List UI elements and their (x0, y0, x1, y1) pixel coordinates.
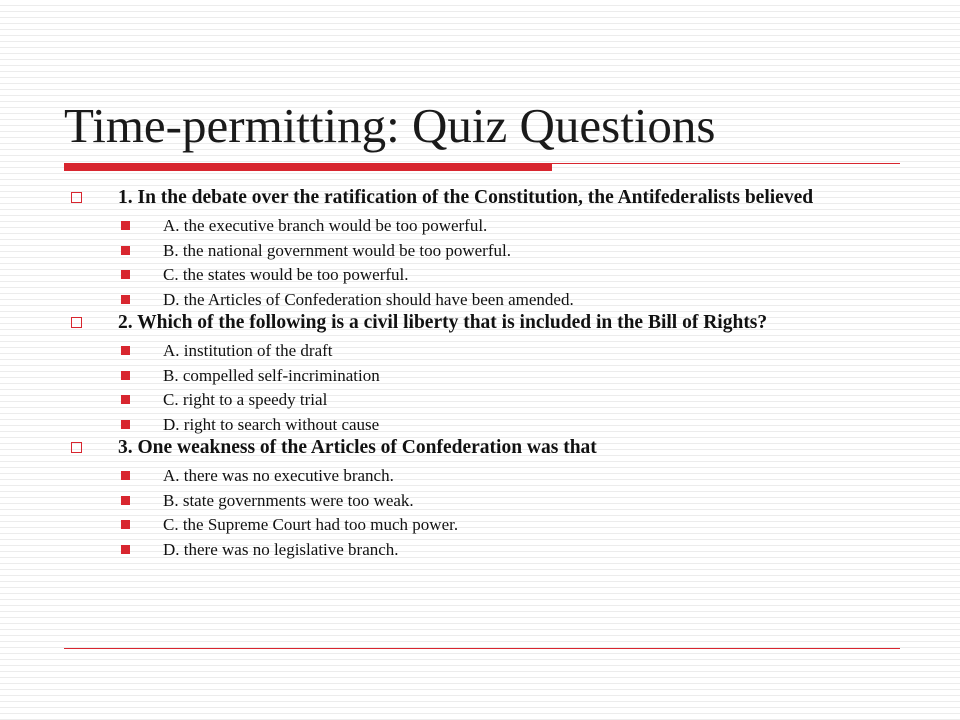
answer-option (70, 464, 890, 489)
question-2-answers (70, 339, 890, 437)
answer-option (70, 263, 890, 288)
filled-square-bullet-icon (121, 520, 130, 529)
filled-square-bullet-icon (121, 496, 130, 505)
filled-square-bullet-icon (121, 221, 130, 230)
title-underline-bar (64, 163, 552, 171)
hollow-square-bullet-icon (71, 317, 82, 328)
answer-option (70, 339, 890, 364)
footer-rule (64, 648, 900, 649)
answer-text: A. institution of the draft (163, 341, 333, 360)
filled-square-bullet-icon (121, 471, 130, 480)
question-3-answers (70, 464, 890, 562)
answer-text: A. the executive branch would be too powerful. (163, 216, 488, 235)
answer-text: D. right to search without cause (163, 414, 380, 434)
answer-text: C. the Supreme Court had too much power. (163, 515, 459, 534)
answer-option (70, 489, 890, 514)
answer-text: C. the states would be too powerful. (163, 265, 409, 284)
answer-text: A. there was no executive branch. (163, 466, 394, 485)
answer-option (70, 538, 890, 563)
answer-text: D. the Articles of Confederation should have been amended. (163, 289, 574, 309)
filled-square-bullet-icon (121, 371, 130, 380)
question-2-row (70, 313, 890, 339)
answer-text: B. the national government would be too powerful. (163, 240, 511, 260)
filled-square-bullet-icon (121, 295, 130, 304)
filled-square-bullet-icon (121, 545, 130, 554)
question-3-row (70, 438, 890, 464)
question-list (70, 188, 890, 562)
answer-option (70, 288, 890, 313)
answer-option (70, 364, 890, 389)
filled-square-bullet-icon (121, 420, 130, 429)
question-1-row (70, 188, 890, 214)
answer-option (70, 239, 890, 264)
answer-text: B. compelled self-incrimination (163, 365, 380, 385)
answer-option (70, 388, 890, 413)
question-1 (70, 188, 890, 312)
question-2 (70, 313, 890, 437)
question-1-text: 1. In the debate over the ratification of the Constitution, the Antifederalists believed (118, 187, 814, 208)
filled-square-bullet-icon (121, 270, 130, 279)
answer-option (70, 513, 890, 538)
filled-square-bullet-icon (121, 246, 130, 255)
question-3-text: 3. One weakness of the Articles of Confederation was that (118, 437, 597, 458)
hollow-square-bullet-icon (71, 192, 82, 203)
answer-option (70, 413, 890, 438)
question-1-answers (70, 214, 890, 312)
answer-text: D. there was no legislative branch. (163, 539, 399, 559)
title-underline-rule (552, 163, 900, 164)
question-2-text: 2. Which of the following is a civil liberty that is included in the Bill of Rights? (118, 312, 768, 333)
question-3 (70, 438, 890, 562)
slide-title: Time-permitting: Quiz Questions (64, 98, 716, 153)
hollow-square-bullet-icon (71, 442, 82, 453)
answer-text: B. state governments were too weak. (163, 490, 414, 510)
filled-square-bullet-icon (121, 395, 130, 404)
filled-square-bullet-icon (121, 346, 130, 355)
answer-option (70, 214, 890, 239)
answer-text: C. right to a speedy trial (163, 390, 328, 409)
